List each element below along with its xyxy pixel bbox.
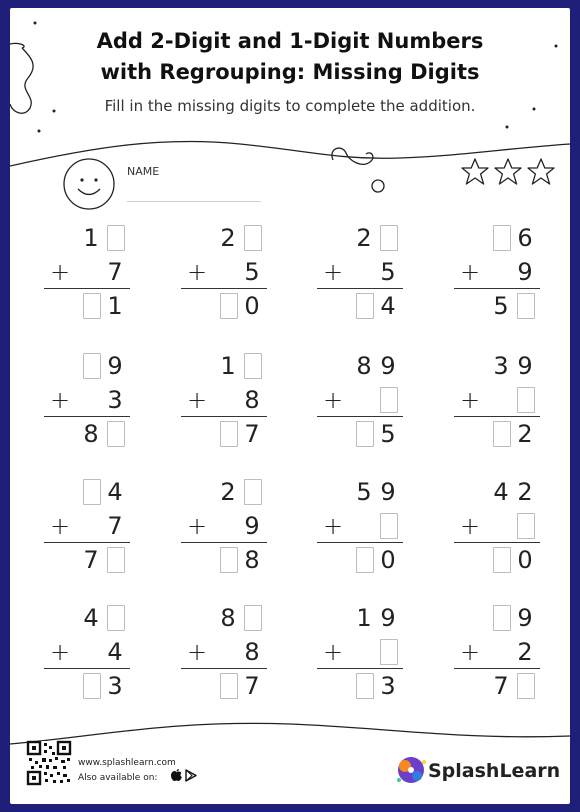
digit: 4: [107, 638, 123, 666]
digit: 8: [244, 386, 260, 414]
available-on-text: Also available on:: [78, 773, 158, 783]
bottom-row: [454, 385, 540, 415]
addition-problem: [181, 477, 267, 574]
sum-line: [44, 542, 130, 543]
play-store-icon: [186, 770, 196, 781]
answer-row: [181, 545, 267, 575]
digit: 1: [220, 352, 236, 380]
missing-digit-box[interactable]: [244, 225, 262, 251]
digit: 2: [517, 638, 533, 666]
missing-digit-box[interactable]: [107, 605, 125, 631]
plus-sign: +: [460, 638, 481, 666]
name-line[interactable]: [127, 201, 261, 202]
addition-problem: [317, 603, 403, 700]
title-line-1: Add 2-Digit and 1-Digit Numbers: [96, 29, 484, 53]
plus-sign: +: [50, 386, 71, 414]
top-row: [44, 477, 130, 507]
digit: 7: [83, 546, 99, 574]
digit: 8: [244, 546, 260, 574]
missing-digit-box[interactable]: [220, 673, 238, 699]
missing-digit-box[interactable]: [107, 225, 125, 251]
answer-row: [181, 291, 267, 321]
top-row: [454, 351, 540, 381]
answer-row: [44, 671, 130, 701]
answer-row: [181, 419, 267, 449]
website-url[interactable]: www.splashlearn.com: [78, 758, 176, 768]
star-icon: [462, 159, 488, 184]
missing-digit-box[interactable]: [517, 293, 535, 319]
addition-problem: [317, 351, 403, 448]
missing-digit-box[interactable]: [220, 547, 238, 573]
digit: 8: [356, 352, 372, 380]
bottom-row: [181, 385, 267, 415]
sum-line: [317, 288, 403, 289]
answer-row: [454, 545, 540, 575]
addition-problem: [44, 603, 130, 700]
answer-row: [454, 291, 540, 321]
missing-digit-box[interactable]: [517, 513, 535, 539]
answer-row: [317, 291, 403, 321]
plus-sign: +: [323, 258, 344, 286]
addition-problem: [44, 351, 130, 448]
digit: 9: [517, 352, 533, 380]
missing-digit-box[interactable]: [493, 605, 511, 631]
circle-decoration: [372, 180, 384, 192]
wave-line: [10, 141, 570, 166]
top-row: [181, 477, 267, 507]
top-row: [454, 477, 540, 507]
sum-line: [454, 542, 540, 543]
sum-line: [181, 542, 267, 543]
answer-row: [317, 545, 403, 575]
digit: 9: [380, 352, 396, 380]
missing-digit-box[interactable]: [356, 293, 374, 319]
bottom-row: [317, 637, 403, 667]
digit: 0: [380, 546, 396, 574]
bottom-row: [181, 511, 267, 541]
digit: 5: [380, 420, 396, 448]
plus-sign: +: [323, 512, 344, 540]
missing-digit-box[interactable]: [493, 547, 511, 573]
top-row: [454, 223, 540, 253]
digit: 3: [107, 386, 123, 414]
missing-digit-box[interactable]: [380, 513, 398, 539]
digit: 9: [380, 604, 396, 632]
answer-row: [317, 419, 403, 449]
missing-digit-box[interactable]: [83, 479, 101, 505]
top-row: [44, 603, 130, 633]
qr-code: [27, 741, 71, 785]
star-icon: [528, 159, 554, 184]
missing-digit-box[interactable]: [244, 479, 262, 505]
digit: 7: [107, 512, 123, 540]
digit: 7: [244, 420, 260, 448]
digit: 5: [244, 258, 260, 286]
sum-line: [454, 288, 540, 289]
bottom-row: [317, 257, 403, 287]
digit: 4: [107, 478, 123, 506]
missing-digit-box[interactable]: [244, 605, 262, 631]
digit: 5: [493, 292, 509, 320]
answer-row: [44, 291, 130, 321]
sum-line: [454, 668, 540, 669]
plus-sign: +: [50, 258, 71, 286]
top-row: [317, 223, 403, 253]
missing-digit-box[interactable]: [356, 673, 374, 699]
apple-icon: [171, 769, 182, 781]
bottom-row: [454, 257, 540, 287]
bottom-row: [454, 511, 540, 541]
answer-row: [454, 671, 540, 701]
bottom-row: [454, 637, 540, 667]
smiley-icon: [64, 159, 114, 209]
missing-digit-box[interactable]: [493, 225, 511, 251]
top-row: [44, 223, 130, 253]
sparkle-dot: [34, 22, 37, 25]
digit: 5: [380, 258, 396, 286]
digit: 7: [493, 672, 509, 700]
digit: 2: [220, 224, 236, 252]
sum-line: [44, 288, 130, 289]
bottom-row: [181, 637, 267, 667]
digit: 5: [356, 478, 372, 506]
missing-digit-box[interactable]: [107, 547, 125, 573]
digit: 7: [244, 672, 260, 700]
addition-problem: [454, 223, 540, 320]
digit: 0: [517, 546, 533, 574]
bottom-row: [44, 511, 130, 541]
addition-problem: [181, 603, 267, 700]
title-line-2: with Regrouping: Missing Digits: [100, 60, 480, 84]
missing-digit-box[interactable]: [380, 387, 398, 413]
sum-line: [181, 288, 267, 289]
missing-digit-box[interactable]: [83, 673, 101, 699]
bottom-wave-line: [10, 723, 570, 744]
sum-line: [44, 416, 130, 417]
brand-name: SplashLearn: [428, 760, 561, 782]
plus-sign: +: [187, 638, 208, 666]
sum-line: [44, 668, 130, 669]
plus-sign: +: [460, 386, 481, 414]
answer-row: [181, 671, 267, 701]
missing-digit-box[interactable]: [493, 421, 511, 447]
answer-row: [317, 671, 403, 701]
addition-problem: [181, 351, 267, 448]
addition-problem: [181, 223, 267, 320]
addition-problem: [317, 477, 403, 574]
digit: 1: [83, 224, 99, 252]
sum-line: [181, 668, 267, 669]
top-row: [317, 351, 403, 381]
sum-line: [181, 416, 267, 417]
top-row: [181, 223, 267, 253]
bottom-row: [44, 637, 130, 667]
splashlearn-logo-icon: [397, 757, 426, 783]
plus-sign: +: [323, 638, 344, 666]
missing-digit-box[interactable]: [356, 421, 374, 447]
missing-digit-box[interactable]: [517, 673, 535, 699]
digit: 4: [380, 292, 396, 320]
digit: 0: [244, 292, 260, 320]
missing-digit-box[interactable]: [220, 421, 238, 447]
missing-digit-box[interactable]: [356, 547, 374, 573]
plus-sign: +: [187, 258, 208, 286]
digit: 8: [220, 604, 236, 632]
digit: 2: [517, 420, 533, 448]
addition-problem: [454, 351, 540, 448]
top-row: [181, 351, 267, 381]
digit: 9: [517, 258, 533, 286]
sparkle-dot: [506, 126, 509, 129]
bottom-row: [317, 385, 403, 415]
digit: 6: [517, 224, 533, 252]
plus-sign: +: [460, 512, 481, 540]
bottom-row: [181, 257, 267, 287]
bottom-row: [44, 257, 130, 287]
missing-digit-box[interactable]: [83, 293, 101, 319]
digit: 2: [356, 224, 372, 252]
missing-digit-box[interactable]: [83, 353, 101, 379]
top-row: [317, 603, 403, 633]
plus-sign: +: [50, 512, 71, 540]
bottom-row: [44, 385, 130, 415]
plus-sign: +: [187, 386, 208, 414]
sum-line: [454, 416, 540, 417]
missing-digit-box[interactable]: [220, 293, 238, 319]
answer-row: [44, 419, 130, 449]
digit: 4: [493, 478, 509, 506]
top-row: [44, 351, 130, 381]
top-row: [317, 477, 403, 507]
digit: 9: [107, 352, 123, 380]
digit: 4: [83, 604, 99, 632]
page-title: [10, 26, 570, 88]
plus-sign: +: [187, 512, 208, 540]
digit: 8: [83, 420, 99, 448]
sum-line: [317, 542, 403, 543]
worksheet-page: [10, 8, 570, 804]
plus-sign: +: [460, 258, 481, 286]
digit: 9: [517, 604, 533, 632]
addition-problem: [317, 223, 403, 320]
digit: 1: [356, 604, 372, 632]
digit: 3: [107, 672, 123, 700]
sparkle-dot: [38, 130, 41, 133]
addition-problem: [44, 223, 130, 320]
missing-digit-box[interactable]: [380, 225, 398, 251]
star-icon: [495, 159, 521, 184]
plus-sign: +: [323, 386, 344, 414]
sum-line: [317, 668, 403, 669]
top-row: [454, 603, 540, 633]
instructions-text: Fill in the missing digits to complete the addition.: [104, 97, 476, 115]
digit: 9: [380, 478, 396, 506]
digit: 3: [380, 672, 396, 700]
addition-problem: [44, 477, 130, 574]
addition-problem: [454, 477, 540, 574]
missing-digit-box[interactable]: [107, 421, 125, 447]
answer-row: [454, 419, 540, 449]
answer-row: [44, 545, 130, 575]
bottom-row: [317, 511, 403, 541]
digit: 2: [220, 478, 236, 506]
sum-line: [317, 416, 403, 417]
plus-sign: +: [50, 638, 71, 666]
missing-digit-box[interactable]: [244, 353, 262, 379]
missing-digit-box[interactable]: [517, 387, 535, 413]
name-label: NAME: [127, 165, 160, 178]
top-row: [181, 603, 267, 633]
digit: 3: [493, 352, 509, 380]
addition-problem: [454, 603, 540, 700]
digit: 2: [517, 478, 533, 506]
digit: 9: [244, 512, 260, 540]
digit: 8: [244, 638, 260, 666]
digit: 1: [107, 292, 123, 320]
missing-digit-box[interactable]: [380, 639, 398, 665]
digit: 7: [107, 258, 123, 286]
